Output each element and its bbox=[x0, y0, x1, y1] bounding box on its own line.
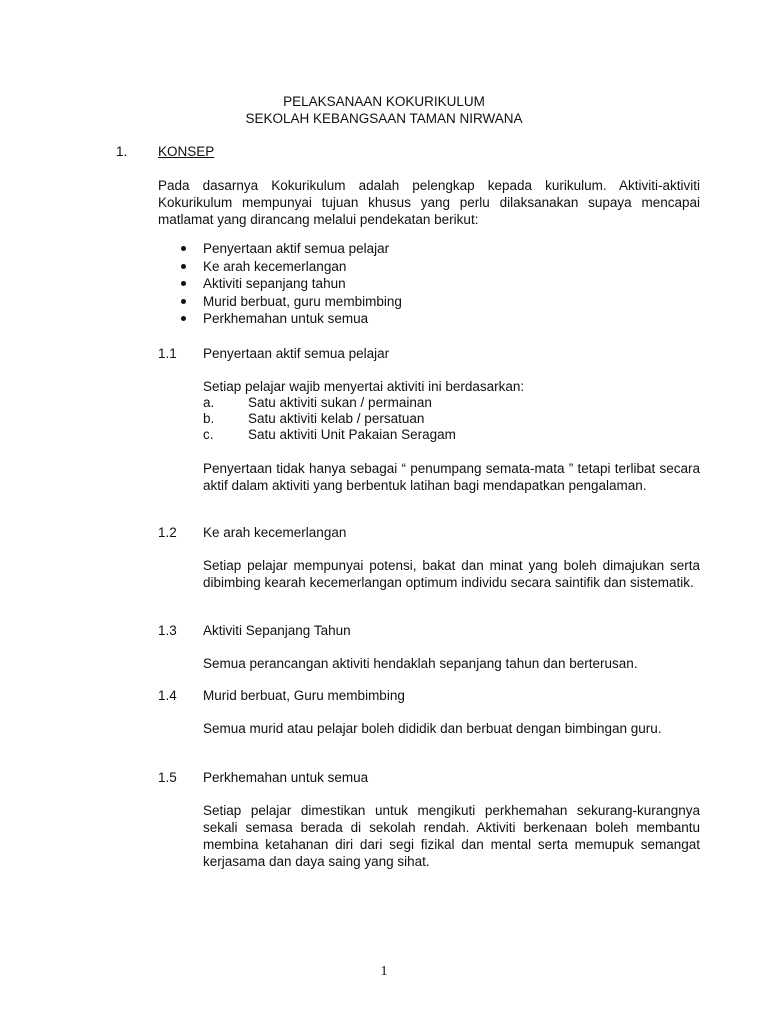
subsection-heading: Ke arah kecemerlangan bbox=[203, 525, 347, 540]
approach-bullet-list bbox=[178, 240, 402, 328]
subsection-body: Setiap pelajar dimestikan untuk mengikuti perkhemahan sekurang-kurangnya sekali semasa berada di sekolah rendah. Aktiviti berkenaan boleh membantu membina ketahanan diri dari segi fizikal dan mental serta memupuk semangat kerjasama dan daya saing yang sihat. bbox=[203, 803, 700, 869]
list-item bbox=[178, 240, 402, 258]
subsection-heading: Aktiviti Sepanjang Tahun bbox=[203, 623, 351, 638]
list-item-text: Perkhemahan untuk semua bbox=[203, 311, 369, 326]
subsection-body: Semua murid atau pelajar boleh dididik dan berbuat dengan bimbingan guru. bbox=[203, 721, 662, 736]
subsection-number: 1.4 bbox=[158, 688, 177, 703]
document-title-line2: SEKOLAH KEBANGSAAN TAMAN NIRWANA bbox=[245, 111, 523, 126]
subsection-number: 1.5 bbox=[158, 770, 177, 785]
subsection-body: Setiap pelajar mempunyai potensi, bakat dan minat yang boleh dimajukan serta dibimbing kearah kecemerlangan optimum individu secara saintifik dan sistematik. bbox=[203, 558, 700, 590]
option-text: Satu aktiviti Unit Pakaian Seragam bbox=[248, 427, 456, 442]
option-text: Satu aktiviti sukan / permainan bbox=[248, 395, 432, 410]
list-item bbox=[178, 293, 402, 311]
list-item bbox=[178, 275, 402, 293]
section-heading: KONSEP bbox=[158, 144, 215, 159]
subsection-heading: Penyertaan aktif semua pelajar bbox=[203, 346, 390, 361]
list-item bbox=[178, 310, 402, 328]
list-item-text: Murid berbuat, guru membimbing bbox=[203, 293, 402, 309]
subsection-intro: Setiap pelajar wajib menyertai aktiviti ini berdasarkan: bbox=[203, 379, 525, 394]
list-item-text: Aktiviti sepanjang tahun bbox=[203, 276, 346, 291]
page-number: 1 bbox=[380, 964, 388, 979]
bullet-icon bbox=[181, 316, 186, 321]
bullet-icon bbox=[181, 281, 186, 286]
subsection-heading: Perkhemahan untuk semua bbox=[203, 770, 369, 785]
list-item-text: Ke arah kecemerlangan bbox=[203, 258, 347, 274]
section-number: 1. bbox=[116, 144, 128, 159]
option-letter: c. bbox=[203, 427, 214, 442]
bullet-icon bbox=[181, 299, 186, 304]
document-title-line1: PELAKSANAAN KOKURIKULUM bbox=[283, 94, 485, 109]
option-text: Satu aktiviti kelab / persatuan bbox=[248, 411, 425, 426]
subsection-number: 1.1 bbox=[158, 346, 177, 361]
subsection-number: 1.2 bbox=[158, 525, 177, 540]
list-item bbox=[178, 258, 402, 276]
subsection-body: Semua perancangan aktiviti hendaklah sepanjang tahun dan berterusan. bbox=[203, 656, 638, 671]
subsection-body: Penyertaan tidak hanya sebagai “ penumpang semata-mata ” tetapi terlibat secara aktif dalam aktiviti yang berbentuk latihan bagi mendapatkan pengalaman. bbox=[203, 461, 700, 493]
subsection-heading: Murid berbuat, Guru membimbing bbox=[203, 688, 405, 703]
option-letter: a. bbox=[203, 395, 215, 410]
bullet-icon bbox=[181, 264, 186, 269]
section-intro-paragraph: Pada dasarnya Kokurikulum adalah pelengkap kepada kurikulum. Aktiviti-aktiviti Kokurikulum mempunyai tujuan khusus yang perlu dilaksanakan supaya mencapai matlamat yang dirancang melalui pendekatan berikut: bbox=[158, 178, 700, 227]
list-item-text: Penyertaan aktif semua pelajar bbox=[203, 241, 390, 256]
subsection-number: 1.3 bbox=[158, 623, 177, 638]
bullet-icon bbox=[181, 246, 186, 251]
option-letter: b. bbox=[203, 411, 215, 426]
